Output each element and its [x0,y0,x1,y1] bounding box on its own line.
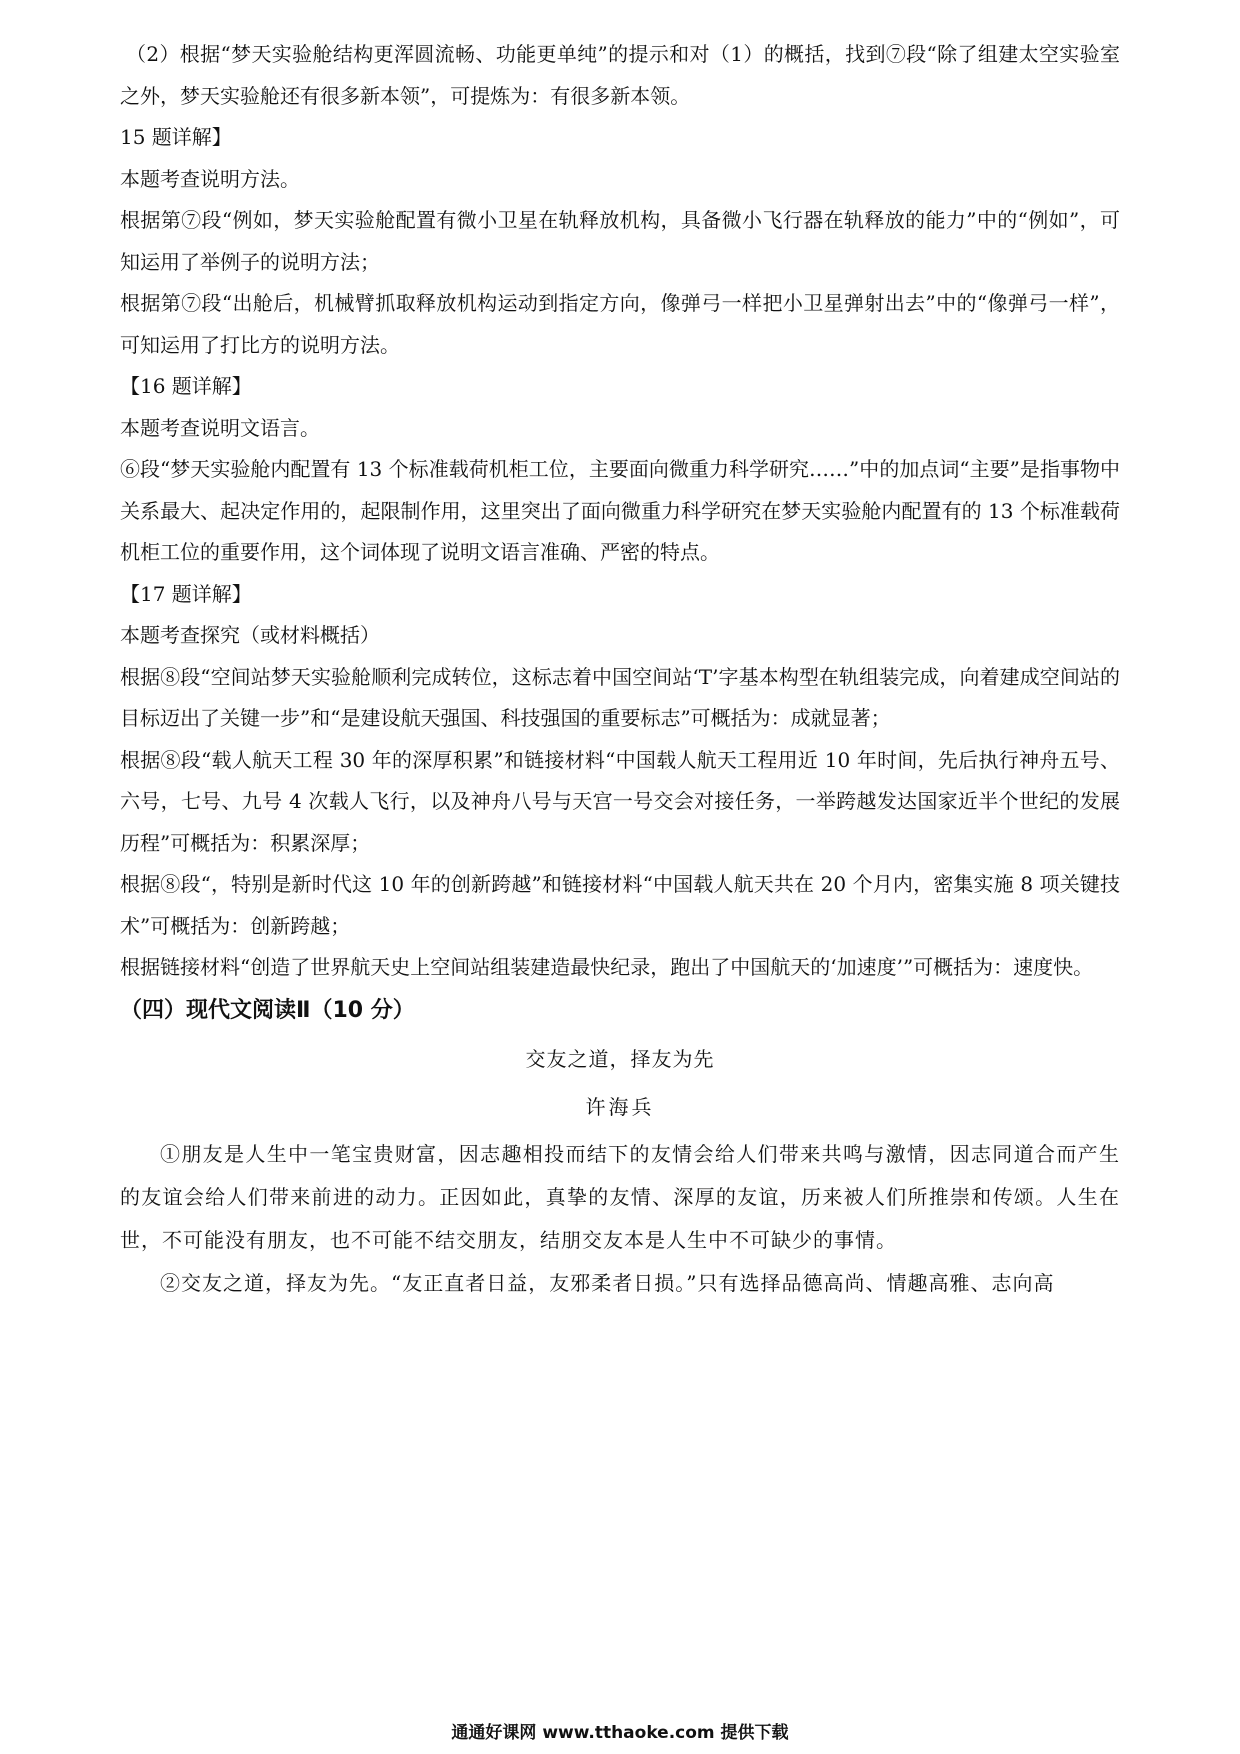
heading-q16: 【16 题详解】 [120,374,252,398]
article-paragraph-1: ①朋友是人生中一笔宝贵财富，因志趣相投而结下的友情会给人们带来共鸣与激情，因志同道合而产生的友谊会给人们带来前进的动力。正因如此，真挚的友情、深厚的友谊，历来被人们所推崇和传颂。人生在世，不可能没有朋友，也不可能不结交朋友，结朋交友本是人生中不可缺少的事情。 [120,1141,1120,1252]
q15-metaphor: 根据第⑦段“出舱后，机械臂抓取释放机构运动到指定方向，像弹弓一样把小卫星弹射出去”中的“像弹弓一样”，可知运用了打比方的说明方法。 [120,291,1120,357]
article-paragraph-2: ②交友之道，择友为先。“友正直者日益，友邪柔者日损。”只有选择品德高尚、情趣高雅、志向高 [160,1270,1055,1295]
answer-paragraph-14-2: （2）根据“梦天实验舱结构更浑圆流畅、功能更单纯”的提示和对（1）的概括，找到⑦段“除了组建太空实验室之外，梦天实验舱还有很多新本领”，可提炼为：有很多新本领。 [120,42,1120,108]
q15-topic: 本题考查说明方法。 [120,166,300,191]
answer-content [120,34,1120,1305]
section-heading: （四）现代文阅读Ⅱ（10 分） [120,997,415,1023]
heading-q17: 【17 题详解】 [120,581,252,606]
page-footer: 通通好课网 www.tthaoke.com 提供下载 [451,1723,789,1743]
q16-answer: ⑥段“梦天实验舱内配置有 13 个标准载荷机柜工位，主要面向微重力科学研究……”中的加点词“主要”是指事物中关系最大、起决定作用的，起限制作用，这里突出了面向微重力科学研究在梦天实验舱内配置有的 13 个标准载荷机柜工位的重要作用，这个词体现了说明文语言准确、严密的特点。 [120,457,1120,564]
q17-innovation: 根据⑧段“，特别是新时代这 10 年的创新跨越”和链接材料“中国载人航天共在 20 个月内，密集实施 8 项关键技术”可概括为：创新跨越； [120,872,1120,938]
q17-topic: 本题考查探究（或材料概括） [120,623,380,647]
article-title: 交友之道，择友为先 [525,1046,715,1071]
q16-topic: 本题考查说明文语言。 [120,415,320,440]
article-author: 许海兵 [585,1094,655,1119]
heading-q15: 15 题详解】 [120,125,232,149]
q15-example: 根据第⑦段“例如，梦天实验舱配置有微小卫星在轨释放机构，具备微小飞行器在轨释放的能力”中的“例如”，可知运用了举例子的说明方法； [120,208,1120,274]
q17-achievement: 根据⑧段“空间站梦天实验舱顺利完成转位，这标志着中国空间站‘T’字基本构型在轨组装完成，向着建成空间站的目标迈出了关键一步”和“是建设航天强国、科技强国的重要标志”可概括为：成就显著； [120,664,1120,730]
q17-accumulation: 根据⑧段“载人航天工程 30 年的深厚积累”和链接材料“中国载人航天工程用近 10 年时间，先后执行神舟五号、六号，七号、九号 4 次载人飞行，以及神舟八号与天宫一号交会对接任务，一举跨越发达国家近半个世纪的发展历程”可概括为：积累深厚； [120,747,1120,855]
q17-speed: 根据链接材料“创造了世界航天史上空间站组装建造最快纪录，跑出了中国航天的‘加速度’”可概括为：速度快。 [120,955,1094,979]
